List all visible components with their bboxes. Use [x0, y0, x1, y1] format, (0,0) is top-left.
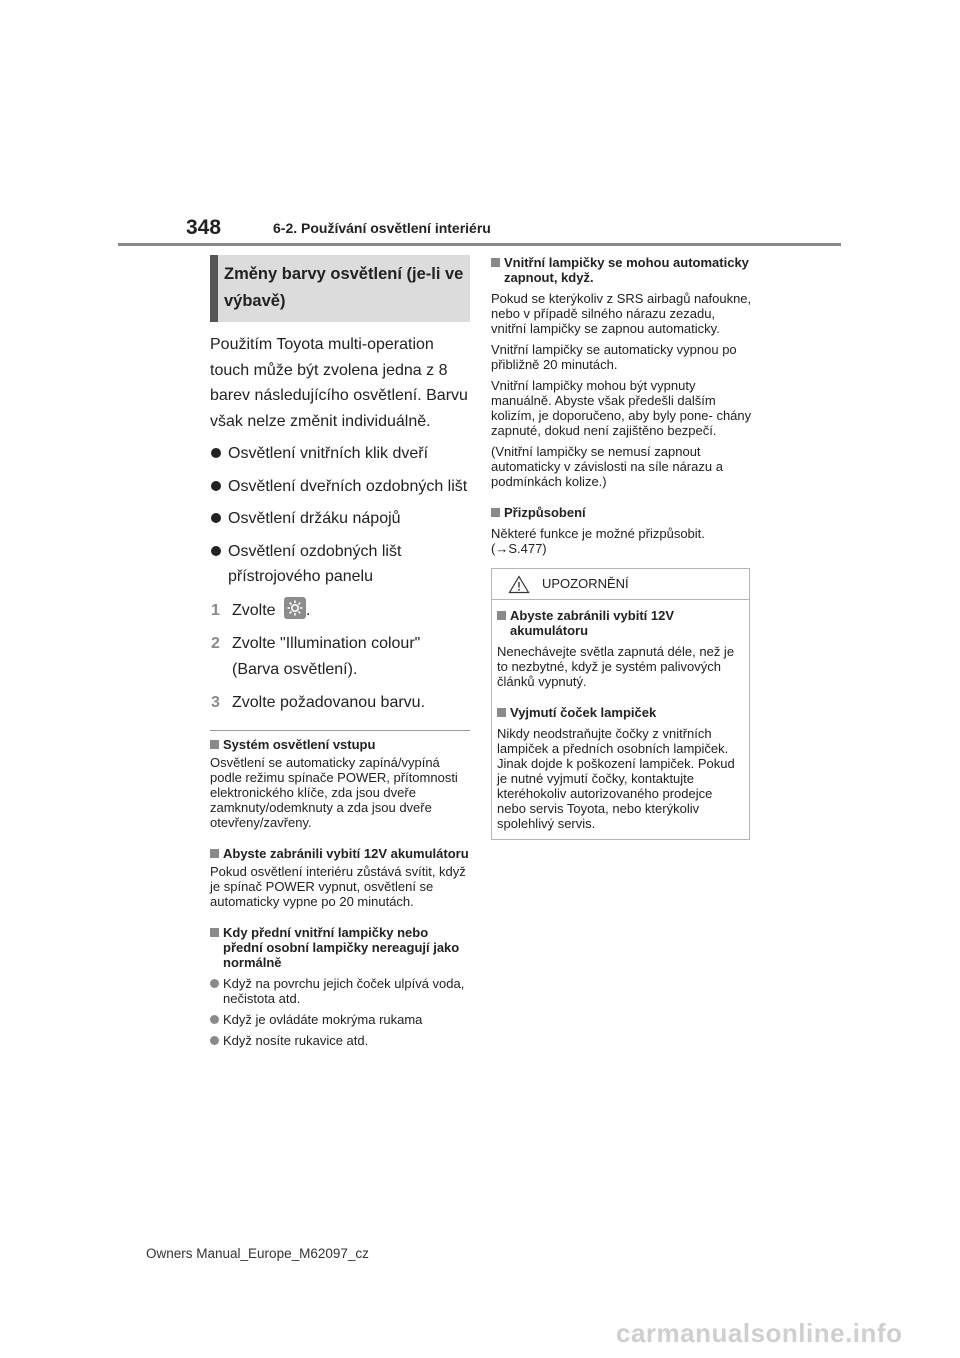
section-title: 6-2. Používání osvětlení interiéru	[273, 220, 491, 236]
warning-body	[492, 600, 749, 839]
list-item: Osvětlení vnitřních klik dveří	[210, 441, 470, 467]
list-item: Když nosíte rukavice atd.	[210, 1033, 470, 1048]
step-3: 3 Zvolte požadovanou barvu.	[210, 690, 470, 716]
bullet-dot	[211, 513, 221, 523]
step-number: 2	[211, 635, 220, 652]
list-item: Osvětlení dveřních ozdobných lišt	[210, 474, 470, 500]
list-item: Osvětlení držáku nápojů	[210, 506, 470, 532]
notes-divider	[210, 730, 470, 731]
circle-marker	[210, 1015, 219, 1024]
warning-title: UPOZORNĚNÍ	[542, 576, 629, 591]
step-number: 1	[211, 601, 220, 619]
step-2: 2 Zvolte "Illumination colour" (Barva osvětlení).	[210, 631, 470, 682]
square-marker	[497, 708, 506, 717]
header-divider	[118, 243, 841, 246]
square-marker	[491, 258, 500, 267]
bullet-dot	[211, 481, 221, 491]
note-auto-on: Vnitřní lampičky se mohou automaticky zapnout, když. Pokud se kterýkoliv z SRS airbagů nafoukne, nebo v případě silného nárazu zezadu, vnitřní lampičky se zapnou automaticky. Vnitřní lampičky se automaticky vypnou po přibližně 20 minutách. Vnitřní lampičky mohou být vypnuty manuálně. Abyste však předešli dalším kolizím, je doporučeno, aby byly pone- chány zapnuté, dokud není zajištěno bezpečí. (Vnitřní lampičky se nemusí zapnout automaticky v závislosti na síle nárazu a podmínkách kolize.)	[491, 255, 752, 489]
warning-header	[492, 569, 749, 600]
step-number: 3	[211, 694, 220, 711]
lighting-list	[210, 441, 470, 590]
list-item: Když je ovládáte mokrýma rukama	[210, 1012, 470, 1027]
list-item: Když na povrchu jejich čoček ulpívá voda, nečistota atd.	[210, 976, 470, 1006]
bullet-dot	[211, 448, 221, 458]
warning-lens-removal: Vyjmutí čoček lampiček Nikdy neodstraňujte čočky z vnitřních lampiček a předních osobních lampiček. Jinak dojde k poškození lampiček. Pokud je nutné vyjmutí čočky, kontaktujte kteréhokoliv autorizovaného prodejce nebo servis Toyota, nebo kterýkoliv spolehlivý servis.	[497, 705, 735, 831]
circle-marker	[210, 1036, 219, 1045]
step-1: 1 Zvolte .	[210, 598, 470, 624]
note-lamps-not-responding: Kdy přední vnitřní lampičky nebo přední osobní lampičky nereagují jako normálně Když na povrchu jejich čoček ulpívá voda, nečistota atd. Když je ovládáte mokrýma rukama Když nosíte rukavice atd.	[210, 925, 470, 1048]
section-heading: Změny barvy osvětlení (je-li ve výbavě)	[210, 255, 470, 322]
settings-gear-icon	[284, 597, 306, 619]
square-marker	[491, 508, 500, 517]
square-marker	[210, 928, 219, 937]
page-number: 348	[186, 216, 222, 239]
intro-paragraph: Použitím Toyota multi-operation touch může být zvolena jedna z 8 barev následujícího osvětlení. Barvu však nelze změnit individuálně.	[210, 336, 468, 430]
list-item: Osvětlení ozdobných lišt přístrojového panelu	[210, 539, 470, 590]
note-entry-lighting: Systém osvětlení vstupu Osvětlení se automaticky zapíná/vypíná podle režimu spínače POWER, přítomnosti elektronického klíče, zda jsou dveře zamknuty/odemknuty a zda jsou dveře otevřeny/zavřeny.	[210, 736, 458, 830]
left-column	[210, 255, 470, 1048]
warning-triangle-icon	[508, 575, 530, 594]
warning-battery: Abyste zabránili vybití 12V akumulátoru Nenechávejte světla zapnutá déle, než je to nezbytné, když je systém palivových článků vypnutý.	[497, 608, 735, 689]
right-column	[491, 255, 753, 840]
square-marker	[497, 611, 506, 620]
circle-marker	[210, 979, 219, 988]
note-battery: Abyste zabránili vybití 12V akumulátoru Pokud osvětlení interiéru zůstává svítit, když je spínač POWER vypnut, osvětlení se automaticky vypne po 20 minutách.	[210, 845, 469, 909]
square-marker	[210, 740, 219, 749]
square-marker	[210, 849, 219, 858]
watermark[interactable]: carmanualsonline.info	[616, 1318, 903, 1348]
steps-list	[210, 598, 470, 716]
warning-box	[491, 568, 750, 840]
bullet-dot	[211, 546, 221, 556]
footer-manual-id: Owners Manual_Europe_M62097_cz	[146, 1246, 369, 1261]
note-customization: Přizpůsobení Některé funkce je možné přizpůsobit. (→S.477)	[491, 505, 705, 556]
